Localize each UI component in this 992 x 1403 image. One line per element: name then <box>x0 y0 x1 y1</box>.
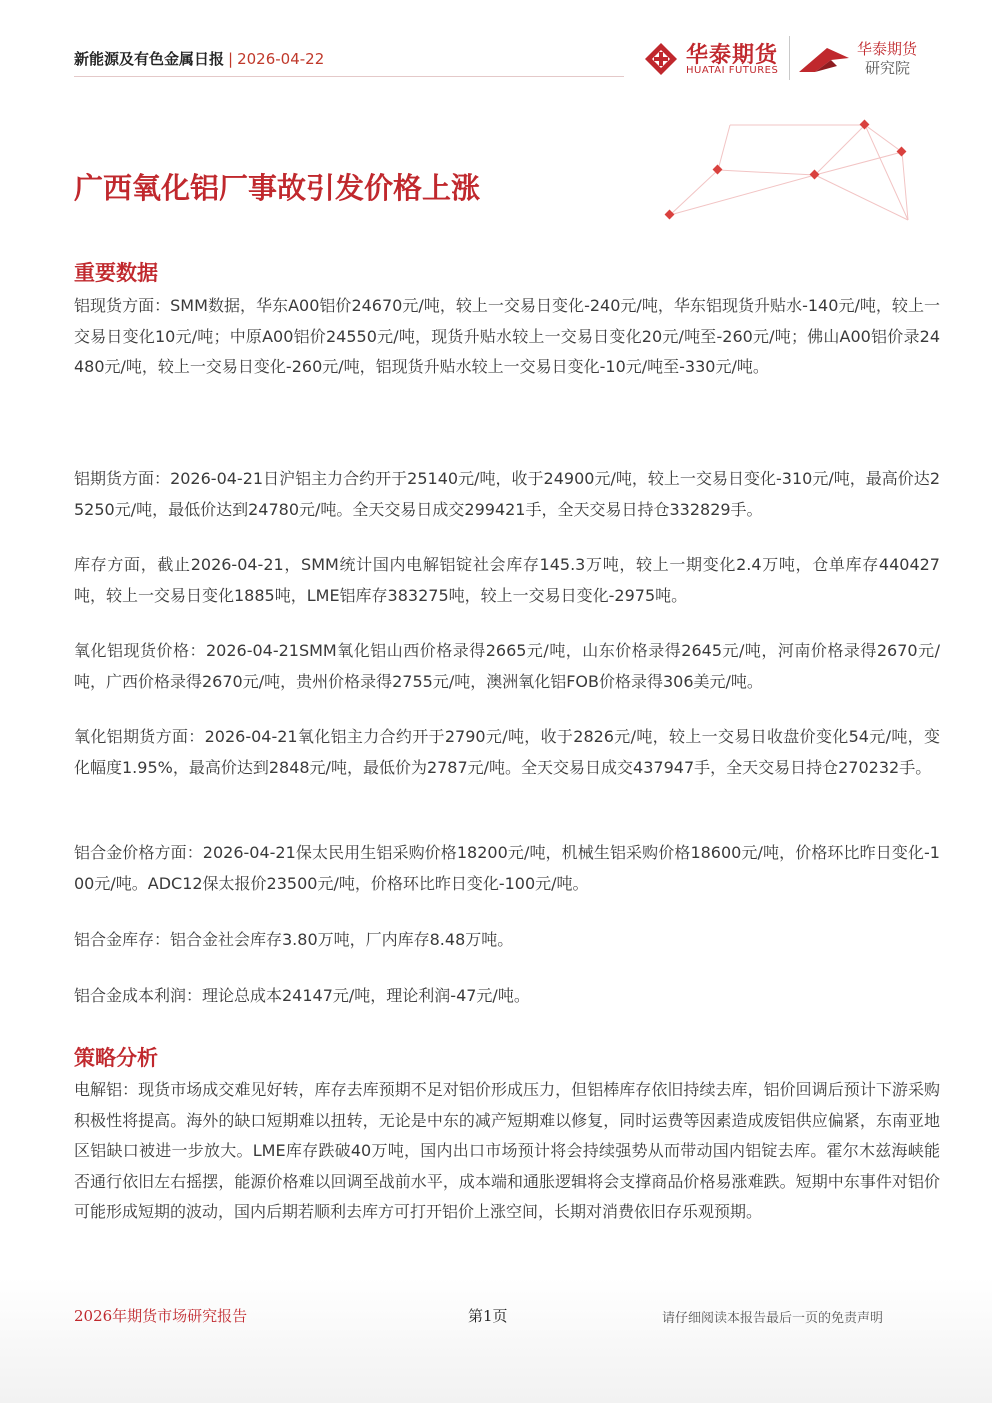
footer-page-number: 第1页 <box>468 1307 508 1325</box>
section-heading-strategy: 策略分析 <box>74 1046 158 1070</box>
header-rule <box>74 76 624 77</box>
paragraph-aluminum-futures: 铝期货方面：2026-04-21日沪铝主力合约开于25140元/吨，收于24900元/吨，较上一交易日变化-310元/吨，最高价达25250元/吨，最低价达到24780元/吨。全天交易日成交299421手，全天交易日持仓332829手。 <box>74 469 940 519</box>
header-separator: | <box>228 50 234 68</box>
paragraph-alumina-spot: 氧化铝现货价格：2026-04-21SMM氧化铝山西价格录得2665元/吨，山东价格录得2645元/吨，河南价格录得2670元/吨，广西价格录得2670元/吨，贵州价格录得2755元/吨，澳洲氧化铝FOB价格录得306美元/吨。 <box>74 641 940 691</box>
paragraph-alloy-cost-profit: 铝合金成本利润：理论总成本24147元/吨，理论利润-47元/吨。 <box>74 986 530 1005</box>
paragraph-alumina-futures: 氧化铝期货方面：2026-04-21氧化铝主力合约开于2790元/吨，收于2826元/吨，较上一交易日收盘价变化54元/吨，变化幅度1.95%，最高价达到2848元/吨，最低价为2787元/吨。全天交易日成交437947手，全天交易日持仓270232手。 <box>74 727 940 777</box>
institute-logo-icon <box>797 42 851 76</box>
report-series: 新能源及有色金属日报 <box>74 50 225 68</box>
footer-report-name: 2026年期货市场研究报告 <box>74 1307 248 1325</box>
brand-name-cn: 华泰期货 <box>686 43 779 68</box>
report-date: 2026-04-22 <box>237 50 325 68</box>
institute-name-line1: 华泰期货 <box>857 40 918 58</box>
section-heading-key-data: 重要数据 <box>74 261 158 285</box>
footer-disclaimer: 请仔细阅读本报告最后一页的免责声明 <box>662 1311 884 1326</box>
logo-divider <box>789 36 790 80</box>
paragraph-alloy-inventory: 铝合金库存：铝合金社会库存3.80万吨，厂内库存8.48万吨。 <box>74 930 514 949</box>
huatai-logo-icon <box>642 40 680 78</box>
report-title: 广西氧化铝厂事故引发价格上涨 <box>74 171 481 205</box>
paragraph-alloy-price: 铝合金价格方面：2026-04-21保太民用生铝采购价格18200元/吨，机械生铝采购价格18600元/吨，价格环比昨日变化-100元/吨。ADC12保太报价23500元/吨，价格环比昨日变化-100元/吨。 <box>74 843 940 893</box>
paragraph-aluminum-spot: 铝现货方面：SMM数据，华东A00铝价24670元/吨，较上一交易日变化-240元/吨，华东铝现货升贴水-140元/吨，较上一交易日变化10元/吨；中原A00铝价24550元/吨，现货升贴水较上一交易日变化20元/吨至-260元/吨；佛山A00铝价录24480元/吨，较上一交易日变化-260元/吨，铝现货升贴水较上一交易日变化-10元/吨至-330元/吨。 <box>74 296 940 376</box>
brand-name-en: HUATAI FUTURES <box>686 65 779 76</box>
paragraph-strategy-electrolytic-aluminum: 电解铝：现货市场成交难见好转，库存去库预期不足对铝价形成压力，但铝棒库存依旧持续去库，铝价回调后预计下游采购积极性将提高。海外的缺口短期难以扭转，无论是中东的减产短期难以修复，同时运费等因素造成废铝供应偏紧，东南亚地区铝缺口被进一步放大。LME库存跌破40万吨，国内出口市场预计将会持续强势从而带动国内铝锭去库。霍尔木兹海峡能否通行依旧左右摇摆，能源价格难以回调至战前水平，成本端和通胀逻辑将会支撑商品价格易涨难跌。短期中东事件对铝价可能形成短期的波动，国内后期若顺利去库方可打开铝价上涨空间，长期对消费依旧存乐观预期。 <box>74 1080 940 1221</box>
network-decoration <box>640 80 940 230</box>
footer-band <box>0 1278 992 1403</box>
paragraph-inventory: 库存方面，截止2026-04-21，SMM统计国内电解铝锭社会库存145.3万吨，较上一期变化2.4万吨，仓单库存440427吨，较上一交易日变化1885吨，LME铝库存383275吨，较上一交易日变化-2975吨。 <box>74 555 940 605</box>
institute-name-line2: 研究院 <box>865 59 911 77</box>
header-meta <box>74 48 324 69</box>
